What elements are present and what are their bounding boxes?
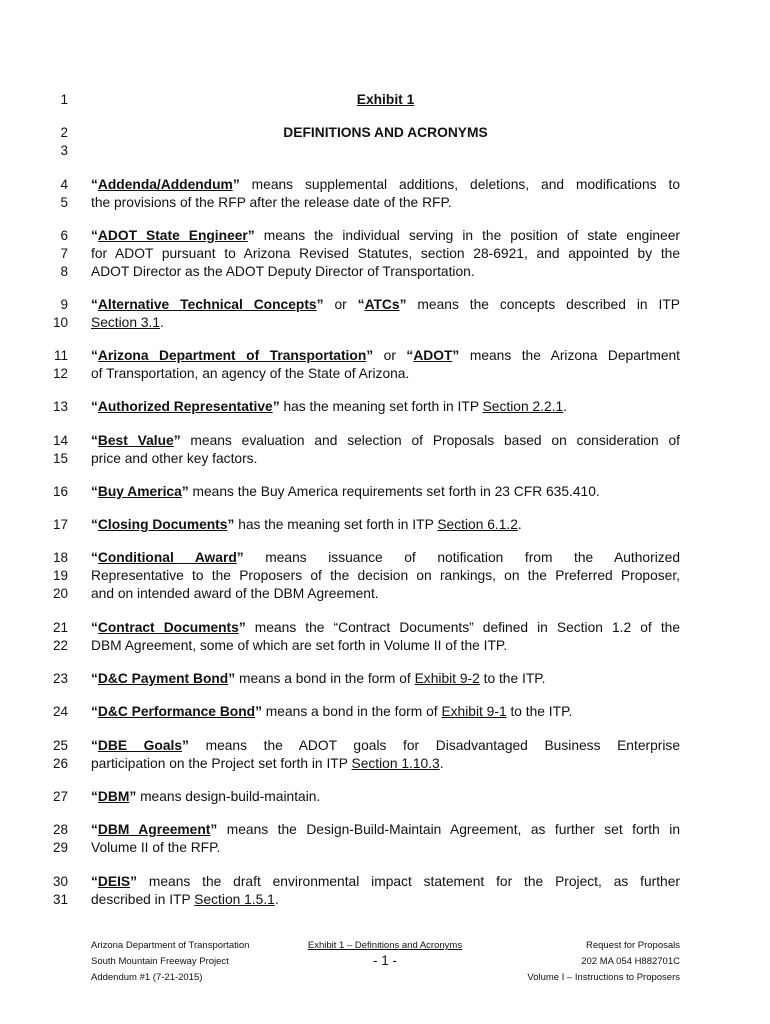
line-21 — [0, 619, 770, 637]
line-number: 16 — [52, 484, 68, 499]
line-number: 13 — [52, 399, 68, 414]
exhibit-reference: Exhibit 9-1 — [441, 704, 507, 719]
definition-text: for ADOT pursuant to Arizona Revised Statutes, section 28-6921, and appointed by the — [91, 246, 680, 261]
line-14 — [0, 432, 770, 450]
line-number: 12 — [52, 366, 68, 381]
line-3 — [0, 142, 770, 160]
line-25 — [0, 737, 770, 755]
footer-addendum: Addendum #1 (7-21-2015) — [91, 972, 203, 983]
definition-text: and on intended award of the DBM Agreement. — [91, 586, 379, 601]
line-31 — [0, 891, 770, 909]
line-number: 4 — [60, 177, 68, 192]
footer-exhibit-title: Exhibit 1 – Definitions and Acronyms — [307, 940, 463, 951]
line-number: 24 — [52, 704, 68, 719]
definition-text: Representative to the Proposers of the decision on rankings, on the Preferred Proposer, — [91, 568, 680, 583]
line-7 — [0, 245, 770, 263]
line-26 — [0, 755, 770, 773]
line-number: 20 — [52, 586, 68, 601]
page-footer — [0, 938, 770, 988]
definition-text: of Transportation, an agency of the State of Arizona. — [91, 366, 410, 381]
definition-buy-america: “Buy America” means the Buy America requirements set forth in 23 CFR 635.410. — [91, 484, 600, 499]
definition-contract-documents: “Contract Documents” means the “Contract Documents” defined in Section 1.2 of the — [91, 620, 680, 635]
line-12 — [0, 365, 770, 383]
line-18 — [0, 549, 770, 567]
line-number: 18 — [52, 550, 68, 565]
definition-deis: “DEIS” means the draft environmental impact statement for the Project, as further — [91, 874, 680, 889]
line-number: 15 — [52, 451, 68, 466]
line-number: 6 — [60, 228, 68, 243]
footer-volume: Volume I – Instructions to Proposers — [527, 972, 680, 983]
definition-dc-payment-bond: “D&C Payment Bond” means a bond in the form of Exhibit 9-2 to the ITP. — [91, 671, 546, 686]
section-reference: Section 1.10.3 — [351, 756, 440, 771]
line-19 — [0, 567, 770, 585]
definition-text: the provisions of the RFP after the release date of the RFP. — [91, 195, 452, 210]
line-number: 7 — [60, 246, 68, 261]
line-number: 10 — [52, 315, 68, 330]
line-number: 8 — [60, 264, 68, 279]
line-15 — [0, 450, 770, 468]
definition-closing-documents: “Closing Documents” has the meaning set forth in ITP Section 6.1.2. — [91, 517, 522, 532]
section-reference: Section 1.5.1 — [194, 892, 275, 907]
definition-atcs: “Alternative Technical Concepts” or “ATCs” means the concepts described in ITP — [91, 297, 680, 312]
definition-text: price and other key factors. — [91, 451, 258, 466]
line-17 — [0, 516, 770, 534]
definition-dbm-agreement: “DBM Agreement” means the Design-Build-Maintain Agreement, as further set forth in — [91, 822, 680, 837]
exhibit-heading: Exhibit 1 — [356, 92, 415, 107]
footer-project: South Mountain Freeway Project — [91, 956, 229, 967]
definition-dbm: “DBM” means design-build-maintain. — [91, 789, 321, 804]
line-5 — [0, 194, 770, 212]
definition-dbe-goals: “DBE Goals” means the ADOT goals for Disadvantaged Business Enterprise — [91, 738, 680, 753]
line-9 — [0, 296, 770, 314]
line-27 — [0, 788, 770, 806]
definition-text: ADOT Director as the ADOT Deputy Director of Transportation. — [91, 264, 475, 279]
line-number: 2 — [60, 125, 68, 140]
line-number: 14 — [52, 433, 68, 448]
line-number: 30 — [52, 874, 68, 889]
line-29 — [0, 839, 770, 857]
definition-best-value: “Best Value” means evaluation and selection of Proposals based on consideration of — [91, 433, 680, 448]
section-reference: Section 3.1 — [91, 315, 161, 330]
definition-adot-state-engineer: “ADOT State Engineer” means the individual serving in the position of state engineer — [91, 228, 681, 243]
footer-center — [300, 938, 470, 968]
line-number: 11 — [53, 348, 68, 363]
line-number: 3 — [60, 143, 68, 158]
line-number: 29 — [52, 840, 68, 855]
line-number: 17 — [52, 517, 68, 532]
definition-text: Section 3.1. — [91, 315, 164, 330]
line-1 — [0, 91, 770, 109]
definition-conditional-award: “Conditional Award” means issuance of notification from the Authorized — [91, 550, 681, 565]
line-22 — [0, 637, 770, 655]
line-number: 26 — [52, 756, 68, 771]
line-28 — [0, 821, 770, 839]
footer-rfp: Request for Proposals — [586, 940, 680, 951]
line-number: 9 — [60, 297, 68, 312]
definition-adot: “Arizona Department of Transportation” or “ADOT” means the Arizona Department — [91, 348, 680, 363]
line-number: 23 — [52, 671, 68, 686]
section-reference: Section 6.1.2 — [437, 517, 518, 532]
line-number: 22 — [52, 638, 68, 653]
line-number: 21 — [52, 620, 68, 635]
footer-right — [470, 938, 680, 986]
definition-text: DBM Agreement, some of which are set forth in Volume II of the ITP. — [91, 638, 508, 653]
line-number: 28 — [52, 822, 68, 837]
line-2 — [0, 124, 770, 142]
line-number: 25 — [52, 738, 68, 753]
definition-text: participation on the Project set forth in ITP Section 1.10.3. — [91, 756, 444, 771]
definition-text: Volume II of the RFP. — [91, 840, 221, 855]
line-number: 27 — [52, 789, 68, 804]
line-8 — [0, 263, 770, 281]
exhibit-reference: Exhibit 9-2 — [414, 671, 480, 686]
line-30 — [0, 873, 770, 891]
definition-text: described in ITP Section 1.5.1. — [91, 892, 279, 907]
definition-authorized-representative: “Authorized Representative” has the meaning set forth in ITP Section 2.2.1. — [91, 399, 567, 414]
line-4 — [0, 176, 770, 194]
line-6 — [0, 227, 770, 245]
definition-addenda: “Addenda/Addendum” means supplemental additions, deletions, and modifications to — [91, 177, 680, 192]
line-number: 31 — [52, 892, 68, 907]
line-number: 19 — [52, 568, 68, 583]
definition-dc-performance-bond: “D&C Performance Bond” means a bond in the form of Exhibit 9-1 to the ITP. — [91, 704, 573, 719]
footer-left — [91, 938, 291, 986]
line-10 — [0, 314, 770, 332]
document-title: DEFINITIONS AND ACRONYMS — [283, 125, 488, 140]
line-23 — [0, 670, 770, 688]
line-16 — [0, 483, 770, 501]
footer-agency: Arizona Department of Transportation — [91, 940, 250, 951]
line-number: 5 — [60, 195, 68, 210]
line-20 — [0, 585, 770, 603]
page-number: - 1 - — [372, 953, 397, 968]
footer-contract-number: 202 MA 054 H882701C — [581, 956, 680, 967]
line-11 — [0, 347, 770, 365]
section-reference: Section 2.2.1 — [482, 399, 564, 414]
line-13 — [0, 398, 770, 416]
line-24 — [0, 703, 770, 721]
line-number: 1 — [60, 92, 68, 107]
